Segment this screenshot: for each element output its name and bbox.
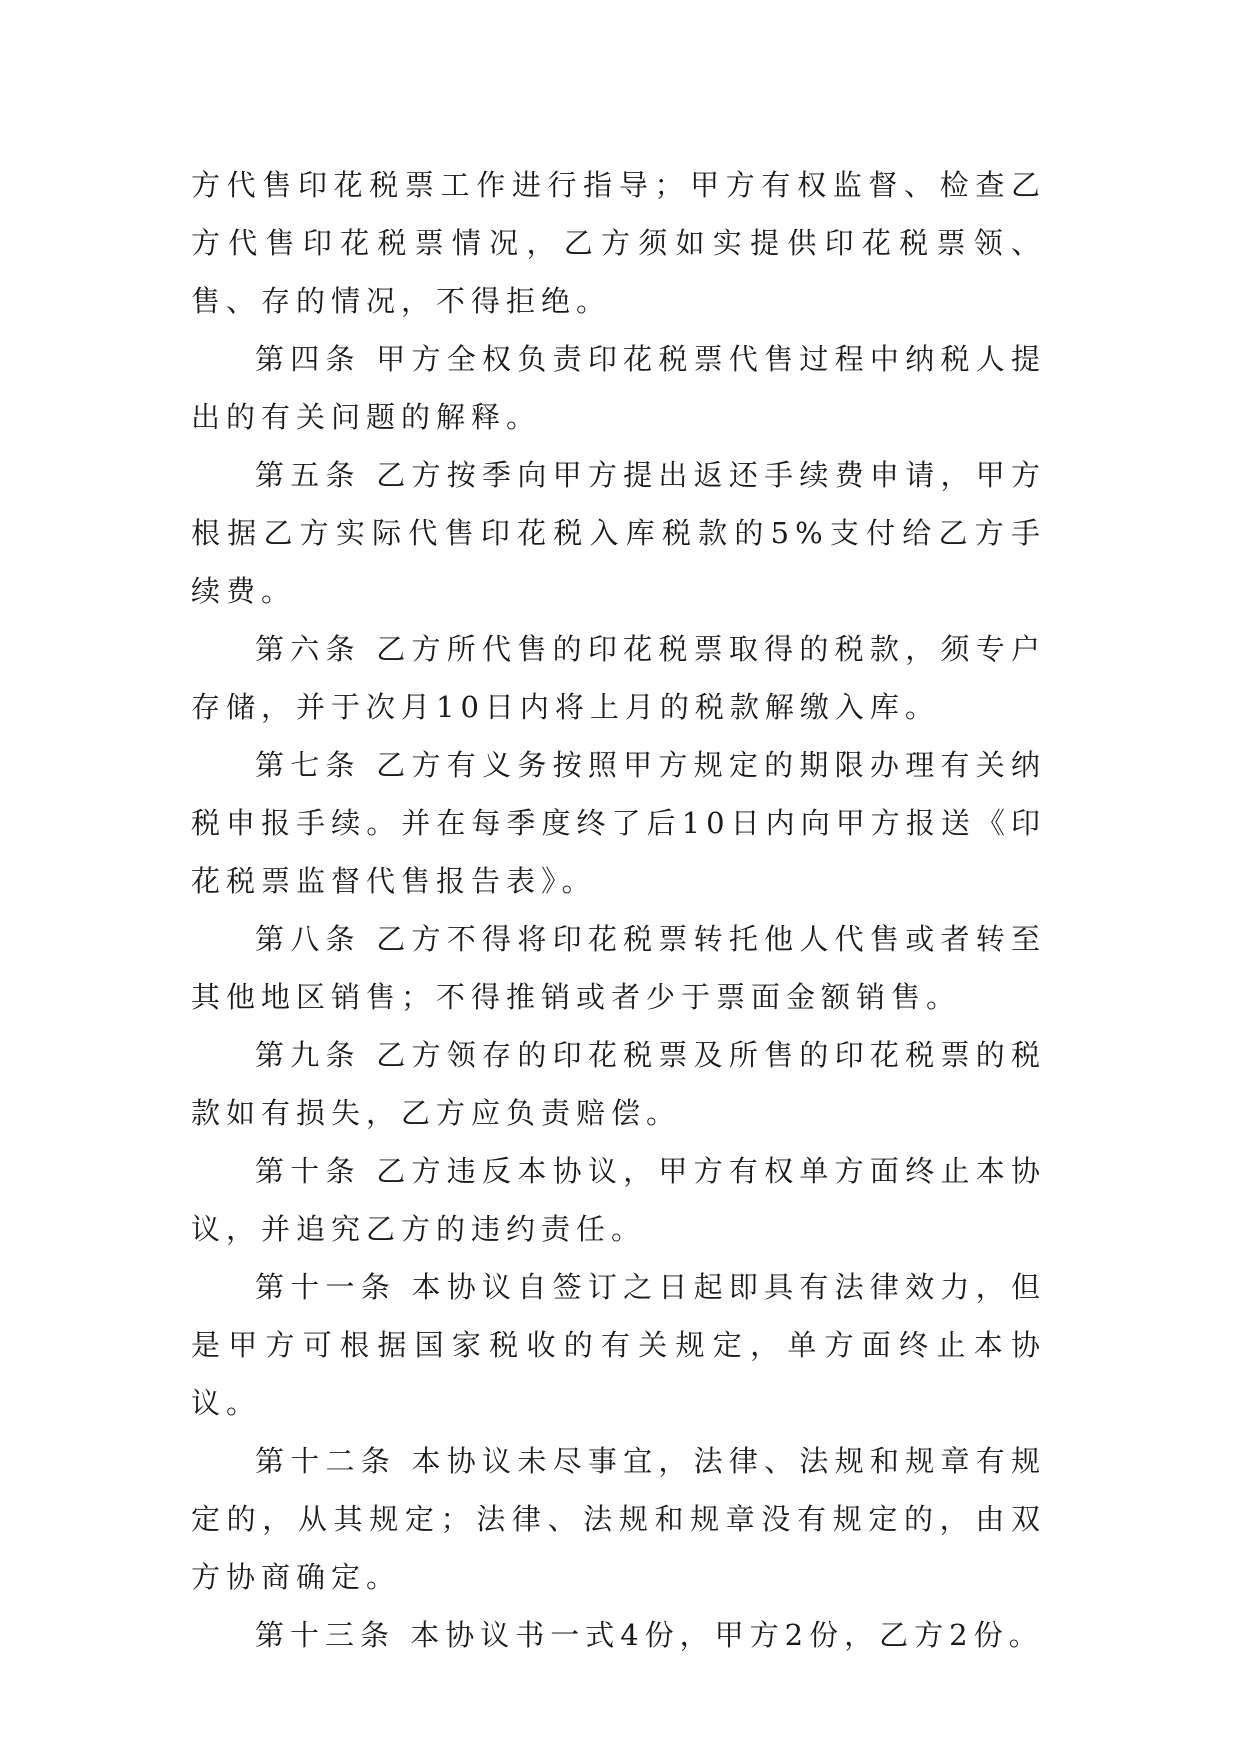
article-9: 第九条 乙方领存的印花税票及所售的印花税票的税款如有损失，乙方应负责赔偿。 [191,1038,1046,1130]
article-13: 第十三条 本协议书一式4份，甲方2份，乙方2份。 [255,1618,1044,1652]
document-body [191,156,1046,1664]
article-6: 第六条 乙方所代售的印花税票取得的税款，须专户存储，并于次月10日内将上月的税款解缴入库。 [191,632,1046,724]
paragraph-continuation: 方代售印花税票工作进行指导；甲方有权监督、检查乙方代售印花税票情况，乙方须如实提供印花税票领、售、存的情况，不得拒绝。 [191,168,1046,318]
article-7: 第七条 乙方有义务按照甲方规定的期限办理有关纳税申报手续。并在每季度终了后10日内向甲方报送《印花税票监督代售报告表》。 [191,748,1046,898]
article-11: 第十一条 本协议自签订之日起即具有法律效力，但是甲方可根据国家税收的有关规定，单方面终止本协议。 [191,1270,1046,1420]
article-10: 第十条 乙方违反本协议，甲方有权单方面终止本协议，并追究乙方的违约责任。 [191,1154,1046,1246]
article-4: 第四条 甲方全权负责印花税票代售过程中纳税人提出的有关问题的解释。 [191,342,1046,434]
article-12: 第十二条 本协议未尽事宜，法律、法规和规章有规定的，从其规定；法律、法规和规章没有规定的，由双方协商确定。 [191,1444,1046,1594]
article-8: 第八条 乙方不得将印花税票转托他人代售或者转至其他地区销售；不得推销或者少于票面金额销售。 [191,922,1046,1014]
article-5: 第五条 乙方按季向甲方提出返还手续费申请，甲方根据乙方实际代售印花税入库税款的5%支付给乙方手续费。 [191,458,1046,608]
